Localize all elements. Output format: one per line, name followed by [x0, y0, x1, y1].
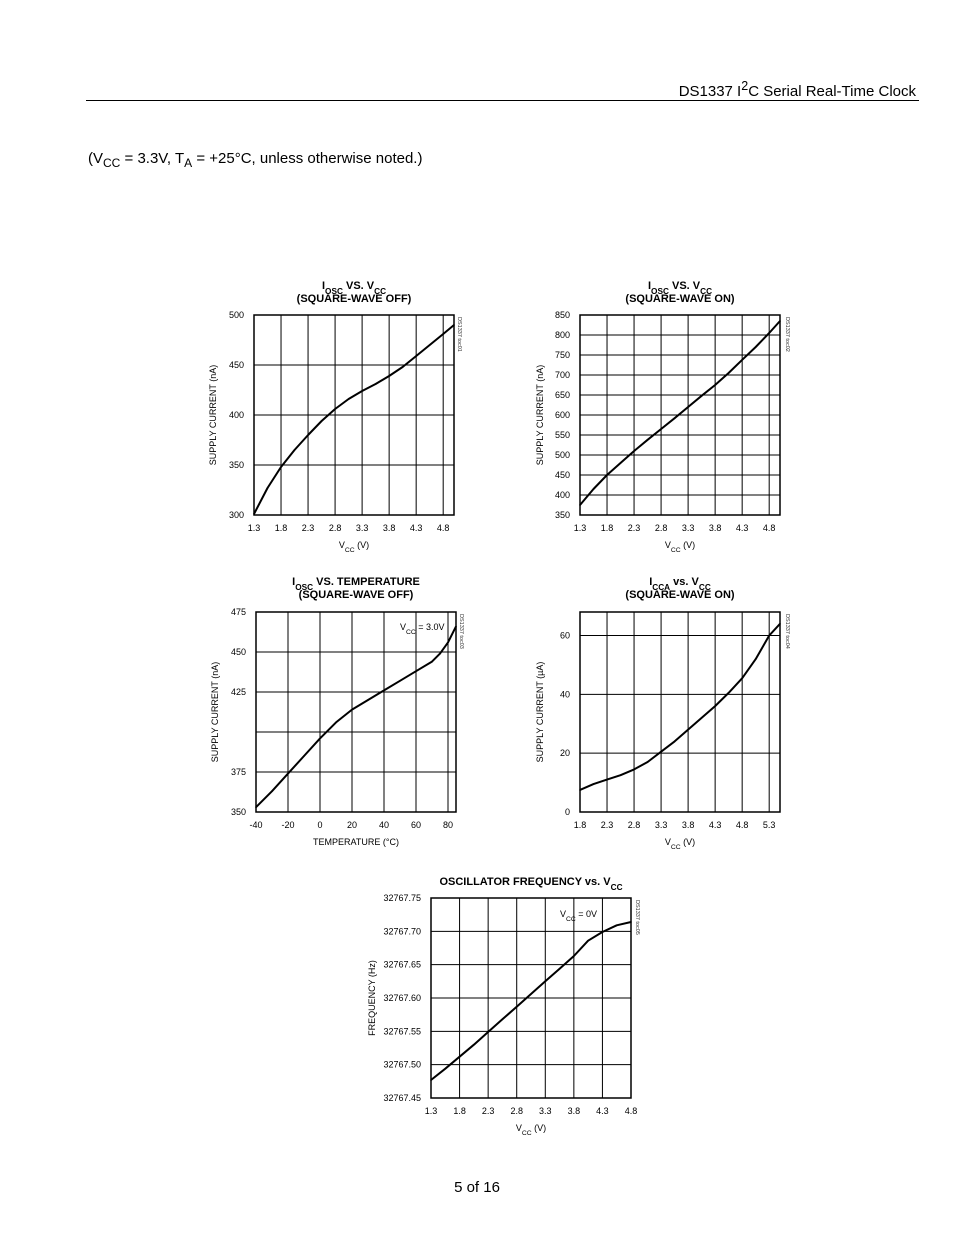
data-point [630, 921, 632, 923]
data-point [660, 428, 662, 430]
y-tick-label: 32767.70 [383, 926, 421, 937]
data-point [755, 346, 757, 348]
data-point [335, 722, 337, 724]
y-tick-label: 32767.50 [383, 1059, 421, 1070]
chart-title [625, 589, 735, 601]
chart-title [297, 293, 412, 305]
data-point [439, 653, 441, 655]
x-tick-label: 2.8 [654, 523, 668, 533]
series-line [580, 624, 780, 790]
data-point [516, 1006, 518, 1008]
data-point [271, 790, 273, 792]
data-point [415, 355, 417, 357]
y-tick-label: 475 [230, 607, 246, 617]
chart-title-part: CC [698, 582, 711, 592]
chart-title-part: OSC [325, 286, 343, 296]
x-axis-label-part: V [515, 1123, 522, 1133]
x-tick-label: 1.8 [600, 523, 614, 533]
data-point [620, 774, 622, 776]
chart-title [439, 876, 622, 892]
chart-title-part: VS. V [342, 280, 375, 292]
chart-title-part: CCA [652, 582, 671, 592]
x-tick-label: 1.8 [573, 820, 587, 830]
data-point [606, 779, 608, 781]
x-tick-label: 4.3 [708, 820, 722, 830]
data-point [280, 466, 282, 468]
y-tick-label: 800 [554, 330, 570, 340]
chart-annotation-part: = 0V [575, 909, 598, 919]
data-point [593, 488, 595, 490]
y-tick-label: 350 [228, 460, 244, 470]
x-axis-label-part: V [664, 837, 671, 847]
conditions-sub: A [184, 156, 193, 170]
chart-title-part: OSC [651, 286, 669, 296]
data-point [444, 1068, 446, 1070]
x-tick-label: 2.3 [301, 523, 315, 533]
x-tick-label: 3.8 [681, 820, 695, 830]
x-tick-label: 2.8 [510, 1106, 523, 1116]
x-tick-label: 4.8 [735, 820, 749, 830]
data-point [415, 670, 417, 672]
x-tick-label: 2.8 [627, 820, 641, 830]
data-point [559, 968, 561, 970]
series-line [580, 321, 780, 505]
x-axis-label-part: CC [344, 546, 355, 554]
data-point [303, 755, 305, 757]
data-point [755, 658, 757, 660]
x-axis-label-part: V [338, 540, 345, 550]
data-point [287, 773, 289, 775]
data-point [455, 626, 457, 628]
data-point [544, 981, 546, 983]
y-tick-label: 32767.65 [383, 959, 421, 970]
data-point [687, 729, 689, 731]
data-point [361, 390, 363, 392]
data-point [674, 741, 676, 743]
chart-title-part: OSC [295, 582, 314, 592]
y-tick-label: 375 [230, 767, 246, 777]
chart-title-part: CC [374, 286, 387, 296]
chart-title-part: (SQUARE-WAVE OFF) [296, 293, 412, 305]
data-point [573, 955, 575, 957]
data-point [459, 1056, 461, 1058]
y-tick-label: 32767.75 [383, 893, 421, 903]
data-point [779, 623, 781, 625]
data-point [579, 789, 581, 791]
chart-annotation-part: CC [406, 628, 416, 636]
conditions-part: = +25°C, unless otherwise noted.) [192, 150, 423, 167]
y-tick-label: 400 [554, 490, 570, 500]
data-point [701, 395, 703, 397]
data-point [674, 417, 676, 419]
y-axis-label-part: SUPPLY CURRENT (µA) [535, 661, 545, 763]
chart-annotation-part: V [560, 909, 567, 919]
y-tick-label: 350 [230, 807, 246, 817]
x-tick-label: 2.8 [328, 523, 342, 533]
data-point [430, 1079, 432, 1081]
data-point [768, 635, 770, 637]
y-tick-label: 20 [559, 748, 570, 759]
data-point [633, 450, 635, 452]
data-point [383, 690, 385, 692]
plot-frame [256, 612, 456, 812]
chart-annotation-part: CC [566, 915, 576, 923]
y-tick-label: 0 [564, 807, 570, 817]
chart-title-part: CC [610, 882, 623, 892]
x-tick-label: 4.8 [624, 1106, 638, 1116]
conditions-part: (V [88, 150, 103, 167]
data-point [502, 1019, 504, 1021]
data-point [741, 359, 743, 361]
y-tick-label: 400 [228, 410, 244, 420]
y-tick-label: 500 [228, 310, 244, 320]
y-tick-label: 40 [559, 689, 570, 700]
x-tick-label: 4.8 [762, 523, 776, 533]
x-tick-label: 1.3 [573, 523, 587, 533]
data-point [647, 439, 649, 441]
y-tick-label: 600 [554, 410, 570, 420]
x-axis-label-part: TEMPERATURE (°C) [313, 837, 399, 847]
y-axis-label-part: SUPPLY CURRENT (nA) [210, 661, 220, 763]
data-point [447, 642, 449, 644]
y-axis-label [208, 365, 218, 466]
x-axis-label-part: (V) [354, 540, 370, 550]
data-point [606, 474, 608, 476]
x-tick-label: 20 [346, 820, 358, 830]
data-point [714, 705, 716, 707]
data-point [473, 1044, 475, 1046]
chart-title [299, 589, 414, 601]
data-point [351, 709, 353, 711]
x-axis-label [665, 540, 695, 554]
series-line [256, 626, 456, 807]
chart-title-part: I [647, 280, 652, 292]
x-axis-label [313, 837, 399, 847]
data-point [593, 783, 595, 785]
x-axis-label [665, 837, 695, 851]
x-tick-label: 3.8 [708, 523, 722, 533]
data-point [587, 940, 589, 942]
data-point [620, 462, 622, 464]
x-axis-label-part: CC [521, 1129, 532, 1137]
chart-title-part: vs. V [670, 576, 699, 588]
x-tick-label: 40 [378, 820, 390, 830]
y-axis-label-part: SUPPLY CURRENT (nA) [535, 364, 545, 466]
data-point [399, 680, 401, 682]
y-tick-label: 450 [230, 647, 246, 657]
data-point [687, 406, 689, 408]
x-tick-label: 3.3 [539, 1106, 552, 1116]
figure-code: DS1337 toc02 [784, 317, 790, 352]
data-point [367, 699, 369, 701]
x-tick-label: 2.3 [600, 820, 614, 830]
y-axis-label [210, 662, 220, 763]
chart-annotation-part: = 3.0V [415, 622, 445, 632]
y-tick-label: 550 [554, 430, 570, 440]
chart-2 [535, 280, 790, 554]
y-tick-label: 750 [554, 350, 570, 360]
x-tick-label: 1.8 [274, 523, 288, 533]
x-axis-label [516, 1123, 546, 1137]
data-point [530, 993, 532, 995]
data-point [253, 513, 255, 515]
chart-title-part: I [292, 576, 296, 588]
data-point [728, 692, 730, 694]
data-point [453, 324, 455, 326]
y-tick-label: 350 [554, 510, 570, 520]
header-title-sup: 2 [741, 79, 749, 93]
chart-1 [208, 280, 462, 554]
data-point [768, 332, 770, 334]
data-point [429, 344, 431, 346]
conditions-part: = 3.3V, T [120, 150, 185, 167]
data-point [616, 925, 618, 927]
x-axis-label-part: CC [670, 843, 681, 851]
figure-code: DS1337 toc05 [634, 900, 640, 935]
series-line [254, 325, 454, 514]
page-number: 5 of 16 [454, 1179, 500, 1196]
y-tick-label: 700 [554, 370, 570, 380]
x-axis-label-part: (V) [531, 1123, 547, 1133]
chart-title-part: OSCILLATOR FREQUENCY vs. V [439, 876, 611, 888]
x-tick-label: 1.3 [247, 523, 261, 533]
data-point [307, 434, 309, 436]
x-tick-label: 3.8 [382, 523, 396, 533]
data-point [779, 320, 781, 322]
data-point [321, 420, 323, 422]
data-point [388, 375, 390, 377]
data-point [487, 1031, 489, 1033]
chart-title-part: I [649, 576, 653, 588]
data-point [375, 383, 377, 385]
chart-5 [367, 876, 640, 1137]
x-axis-label-part: (V) [680, 540, 696, 550]
chart-annotation [560, 909, 597, 923]
x-axis-label [339, 540, 369, 554]
data-point [728, 372, 730, 374]
x-tick-label: 3.3 [355, 523, 369, 533]
y-axis-label-part: FREQUENCY (Hz) [367, 960, 377, 1036]
chart-title-part: (SQUARE-WAVE ON) [625, 293, 735, 305]
x-tick-label: 4.8 [436, 523, 450, 533]
x-axis-label-part: CC [670, 546, 681, 554]
x-tick-label: 4.3 [596, 1106, 609, 1116]
plot-frame [580, 612, 780, 812]
y-tick-label: 850 [554, 310, 570, 320]
chart-3 [210, 576, 464, 847]
data-point [294, 449, 296, 451]
x-tick-label: 3.3 [681, 523, 695, 533]
x-tick-label: 1.8 [453, 1106, 466, 1116]
figure-code: DS1337 toc04 [784, 614, 790, 649]
y-tick-label: 650 [554, 390, 570, 400]
header-title-post: C Serial Real-Time Clock [748, 83, 916, 100]
data-point [602, 931, 604, 933]
data-point [579, 504, 581, 506]
y-tick-label: 300 [228, 510, 244, 520]
data-point [741, 677, 743, 679]
x-tick-label: 5.3 [762, 820, 776, 830]
x-tick-label: 60 [410, 820, 422, 830]
data-point [255, 806, 257, 808]
chart-annotation [400, 622, 445, 636]
data-point [267, 487, 269, 489]
x-axis-label-part: (V) [680, 837, 696, 847]
chart-title-part: VS. V [668, 280, 701, 292]
y-axis-label [535, 662, 545, 763]
x-tick-label: 0 [317, 820, 323, 830]
chart-title-part: I [321, 280, 326, 292]
x-tick-label: 2.3 [481, 1106, 495, 1116]
data-point [633, 769, 635, 771]
x-axis-label-part: V [664, 540, 671, 550]
data-point [319, 738, 321, 740]
x-tick-label: 4.3 [735, 523, 749, 533]
data-point [431, 661, 433, 663]
chart-title-part: VS. TEMPERATURE [313, 576, 420, 588]
data-point [701, 717, 703, 719]
data-point [402, 366, 404, 368]
y-axis-label [367, 960, 377, 1036]
x-tick-label: 4.3 [409, 523, 423, 533]
header-title-pre: DS1337 I [678, 83, 742, 100]
y-tick-label: 32767.45 [383, 1093, 421, 1103]
x-tick-label: 80 [442, 820, 454, 830]
x-tick-label: 1.3 [424, 1106, 438, 1116]
data-point [442, 333, 444, 335]
conditions-sub: CC [103, 156, 121, 170]
data-point [348, 398, 350, 400]
y-axis-label-part: SUPPLY CURRENT (nA) [208, 364, 218, 466]
y-tick-label: 450 [554, 470, 570, 480]
x-tick-label: -40 [249, 820, 263, 830]
y-tick-label: 32767.60 [383, 993, 421, 1003]
y-tick-label: 60 [559, 630, 570, 641]
x-tick-label: 3.3 [654, 820, 668, 830]
data-point [647, 761, 649, 763]
y-tick-label: 450 [228, 360, 244, 370]
x-tick-label: 2.3 [627, 523, 641, 533]
chart-title-part: (SQUARE-WAVE OFF) [298, 589, 414, 601]
y-tick-label: 500 [554, 450, 570, 460]
chart-annotation-part: V [400, 622, 407, 632]
chart-title [625, 293, 735, 305]
y-axis-label [535, 365, 545, 466]
figure-code: DS1337 toc01 [456, 317, 462, 352]
y-tick-label: 425 [230, 687, 246, 697]
x-tick-label: -20 [281, 820, 295, 830]
chart-title-part: CC [700, 286, 713, 296]
data-point [334, 408, 336, 410]
x-tick-label: 3.8 [567, 1106, 581, 1116]
chart-title-part: (SQUARE-WAVE ON) [625, 589, 735, 601]
data-point [714, 384, 716, 386]
data-point [660, 751, 662, 753]
y-tick-label: 32767.55 [383, 1026, 421, 1037]
chart-4 [535, 576, 790, 851]
figure-code: DS1337 toc03 [458, 614, 464, 649]
series-line [431, 922, 631, 1080]
